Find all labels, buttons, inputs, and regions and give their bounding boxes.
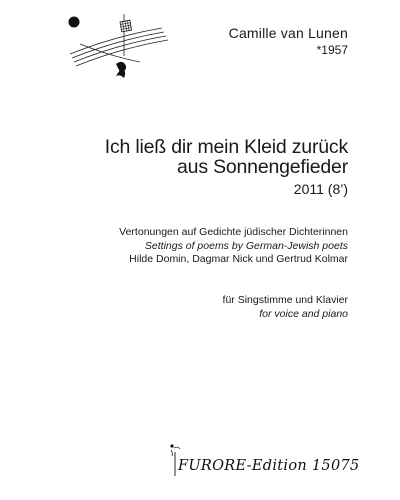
- note-head-icon: [69, 17, 80, 28]
- eighth-note-icon: [116, 62, 126, 78]
- description-poets: Hilde Domin, Dagmar Nick und Gertrud Kolmar: [129, 253, 348, 265]
- curved-staff-lines-icon: [70, 28, 168, 66]
- instrumentation-english: for voice and piano: [259, 307, 348, 320]
- description-block: [119, 226, 348, 267]
- publisher-edition-label: FURORE-Edition 15075: [178, 458, 360, 474]
- composer-name: Camille van Lunen: [228, 25, 348, 41]
- title-block: [105, 137, 348, 199]
- composer-block: [229, 25, 348, 59]
- work-title-line-2: aus Sonnengefieder: [177, 156, 348, 178]
- description-english: Settings of poems by German-Jewish poets: [144, 239, 348, 252]
- work-title-line-1: Ich ließ dir mein Kleid zurück: [104, 136, 348, 158]
- checkered-square-icon: [120, 20, 132, 32]
- musical-notes-logo: [60, 8, 170, 80]
- publisher-block: [168, 442, 358, 482]
- work-year-duration: 2011 (8’): [293, 181, 348, 197]
- instrumentation-german: für Singstimme und Klavier: [222, 294, 348, 306]
- composer-birth-year: *1957: [316, 43, 348, 57]
- description-german: Vertonungen auf Gedichte jüdischer Dichterinnen: [119, 226, 348, 238]
- instrumentation-block: [223, 294, 348, 321]
